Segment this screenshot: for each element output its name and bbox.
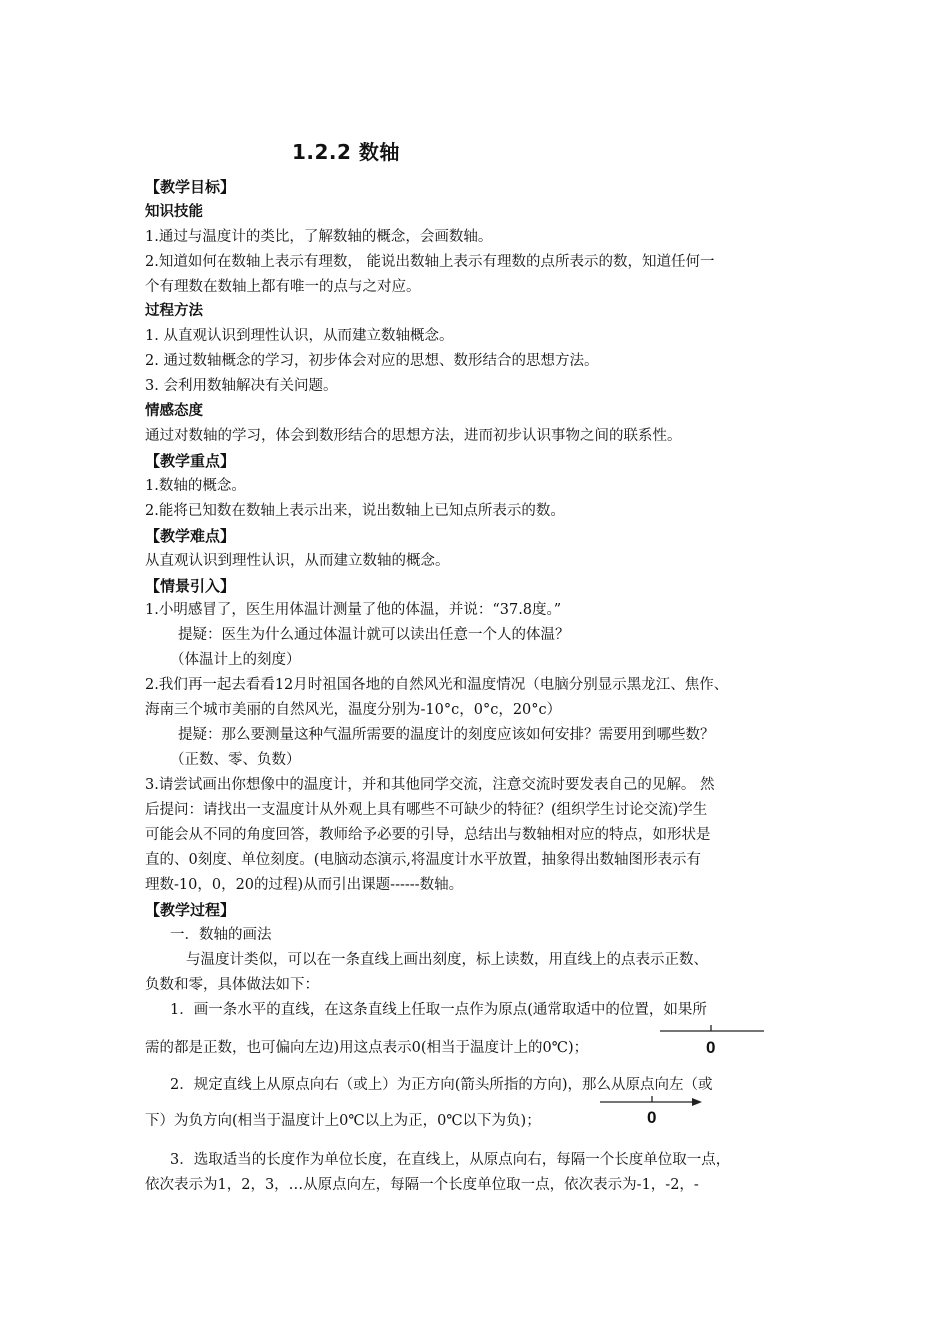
origin-label: 0 [647,1108,657,1126]
arrow-right-icon [692,1098,702,1106]
difficulty-item-1: 从直观认识到理性认识，从而建立数轴的概念。 [145,553,450,569]
page-title: 1.2.2 数轴 [292,140,400,164]
subheading-attitude: 情感态度 [145,403,203,419]
process-item-2: 2. 通过数轴概念的学习，初步体会对应的思想、数形结合的思想方法。 [145,353,599,369]
process-item-1: 1. 从直观认识到理性认识，从而建立数轴概念。 [145,328,454,344]
key-point-1: 1.数轴的概念。 [145,478,246,494]
section-heading-key-points: 【教学重点】 [145,452,236,470]
section-heading-intro: 【情景引入】 [145,577,236,595]
intro-item-2-question: 提疑：那么要测量这种气温所需要的温度计的刻度应该如何安排？需要用到哪些数？ [178,727,715,743]
step-1-line-1: 1．画一条水平的直线，在这条直线上任取一点作为原点(通常取适中的位置，如果所 [170,1002,707,1018]
intro-item-2-answer: （正数、零、负数） [170,752,301,768]
attitude-item-1: 通过对数轴的学习，体会到数形结合的思想方法，进而初步认识事物之间的联系性。 [145,428,682,444]
intro-item-1-answer: （体温计上的刻度） [170,652,301,668]
intro-item-3-line-1: 3.请尝试画出你想像中的温度计，并和其他同学交流，注意交流时要发表自己的见解。 然 [145,777,715,793]
knowledge-item-2-line-1: 2.知道如何在数轴上表示有理数， 能说出数轴上表示有理数的点所表示的数，知道任何一 [145,254,715,270]
knowledge-item-1: 1.通过与温度计的类比，了解数轴的概念，会画数轴。 [145,229,493,245]
subheading-process: 过程方法 [145,303,203,319]
intro-item-1: 1.小明感冒了，医生用体温计测量了他的体温，并说：“37.8度。” [145,602,562,618]
intro-item-3-line-4: 直的、0刻度、单位刻度。(电脑动态演示,将温度计水平放置，抽象得出数轴图形表示有 [145,852,701,868]
axis-figure-direction [596,1092,706,1126]
section-heading-goals: 【教学目标】 [145,178,236,196]
procedure-section-1-title: 一．数轴的画法 [170,927,272,943]
intro-item-3-line-2: 后提问：请找出一支温度计从外观上具有哪些不可缺少的特征？(组织学生讨论交流)学生 [145,802,708,818]
step-2-line-2: 下）为负方向(相当于温度计上0℃以上为正，0℃以下为负)； [145,1113,541,1129]
process-item-3: 3. 会利用数轴解决有关问题。 [145,378,338,394]
step-3-line-1: 3．选取适当的长度作为单位长度，在直线上，从原点向右，每隔一个长度单位取一点， [170,1152,731,1168]
origin-label: 0 [706,1038,716,1056]
step-1-line-2: 需的都是正数，也可偏向左边)用这点表示0(相当于温度计上的0℃)； [145,1040,589,1056]
axis-figure-origin [658,1022,768,1056]
step-3-line-2: 依次表示为1，2，3，…从原点向左，每隔一个长度单位取一点，依次表示为-1，-2，- [145,1177,699,1193]
intro-item-1-question: 提疑：医生为什么通过体温计就可以读出任意一个人的体温？ [178,627,570,643]
step-2-line-1: 2．规定直线上从原点向右（或上）为正方向(箭头所指的方向)，那么从原点向左（或 [170,1077,713,1093]
procedure-section-1-line-1: 与温度计类似，可以在一条直线上画出刻度，标上读数，用直线上的点表示正数、 [186,952,708,968]
intro-item-2-line-1: 2.我们再一起去看看12月时祖国各地的自然风光和温度情况（电脑分别显示黑龙江、焦作、 [145,677,729,693]
procedure-section-1-line-2: 负数和零，具体做法如下： [145,977,319,993]
intro-item-2-line-2: 海南三个城市美丽的自然风光，温度分别为-10°c，0°c，20°c） [145,702,562,718]
subheading-knowledge: 知识技能 [145,204,203,220]
section-heading-difficulty: 【教学难点】 [145,527,236,545]
key-point-2: 2.能将已知数在数轴上表示出来，说出数轴上已知点所表示的数。 [145,503,565,519]
section-heading-procedure: 【教学过程】 [145,901,236,919]
intro-item-3-line-5: 理数-10，0，20的过程)从而引出课题------数轴。 [145,877,464,893]
knowledge-item-2-line-2: 个有理数在数轴上都有唯一的点与之对应。 [145,279,421,295]
intro-item-3-line-3: 可能会从不同的角度回答，教师给予必要的引导，总结出与数轴相对应的特点，如形状是 [145,827,711,843]
